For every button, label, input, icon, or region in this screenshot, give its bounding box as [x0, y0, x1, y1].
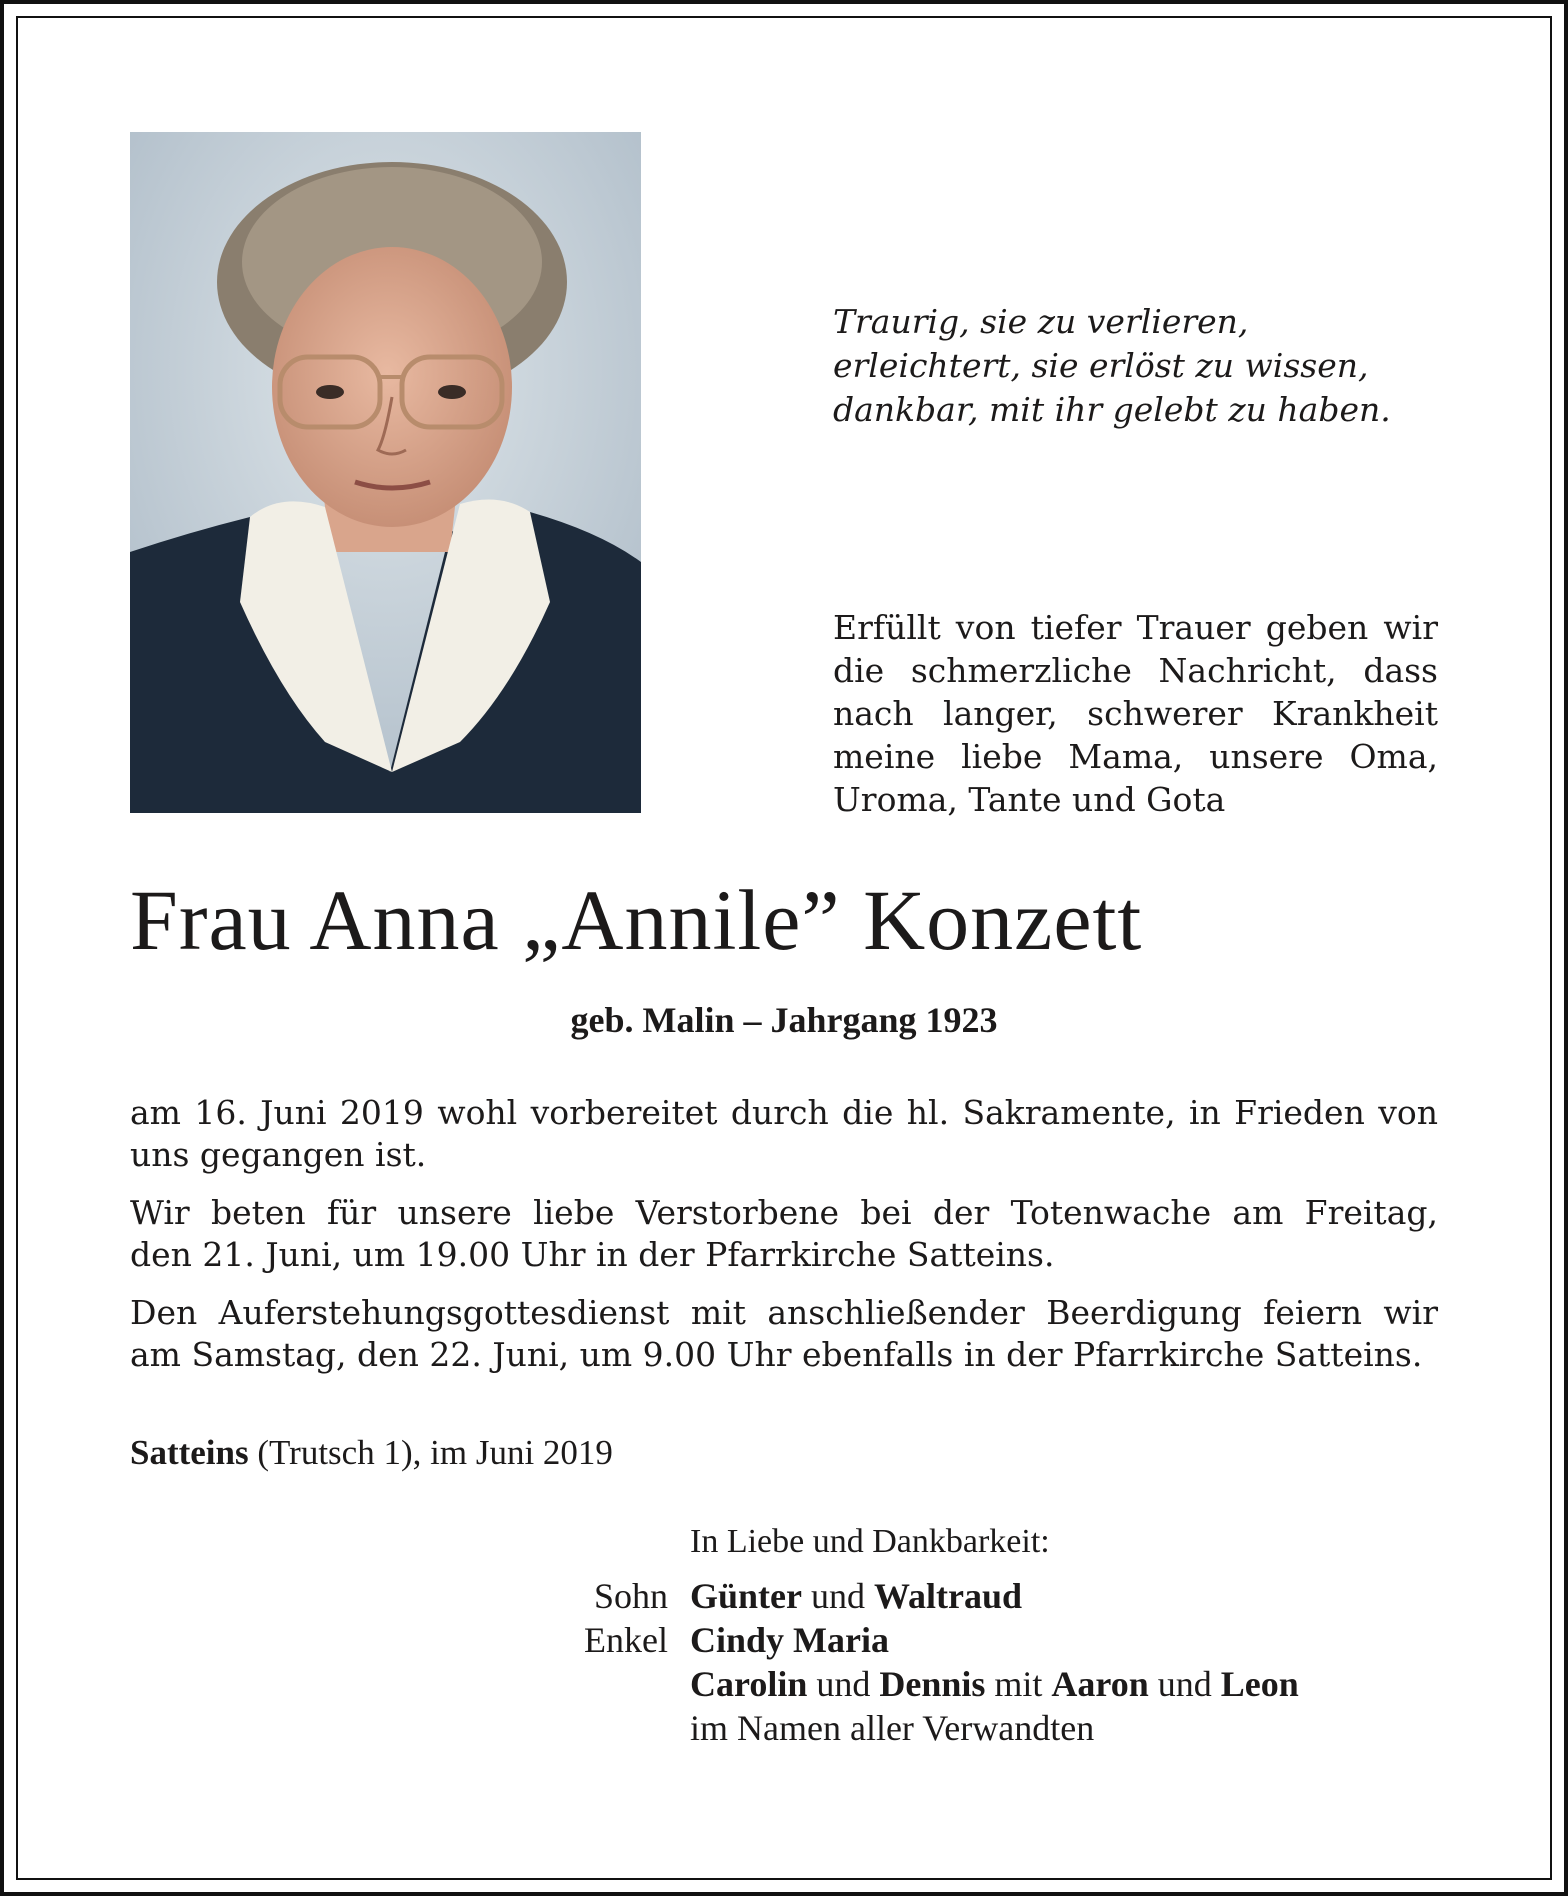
- motto-line: Traurig, sie zu verlieren,: [833, 302, 1249, 341]
- paragraph-line: am Samstag, den 22. Juni, um 9.00 Uhr ebenfalls in der Pfarrkirche Satteins.: [130, 1335, 1423, 1374]
- paragraph-line: uns gegangen ist.: [130, 1135, 427, 1174]
- intro-line: Erfüllt von tiefer Trauer geben wir: [833, 608, 1438, 647]
- intro-text: [833, 606, 1438, 821]
- mourner-name: Carolin: [690, 1664, 808, 1704]
- mourner-name: Cindy Maria: [690, 1620, 890, 1660]
- mourner-name: Aaron: [1051, 1664, 1149, 1704]
- mourner-row-footer: [540, 1706, 1299, 1750]
- vigil-paragraph: [130, 1192, 1438, 1276]
- relatives-footer: im Namen aller Verwandten: [690, 1708, 1095, 1748]
- motto-verse: [833, 300, 1453, 432]
- paragraph-line: den 21. Juni, um 19.00 Uhr in der Pfarrkirche Satteins.: [130, 1235, 1055, 1274]
- mourner-name: Dennis: [879, 1664, 986, 1704]
- paragraph-line: Den Auferstehungsgottesdienst mit anschließender Beerdigung feiern wir: [130, 1293, 1438, 1332]
- portrait-photo: [130, 132, 641, 813]
- place-and-date: [130, 1430, 613, 1476]
- intro-line: nach langer, schwerer Krankheit: [833, 694, 1438, 733]
- mourner-row-enkel: [540, 1618, 1299, 1662]
- mourners-list: [540, 1574, 1299, 1750]
- relation-label: Sohn: [593, 1576, 668, 1616]
- closing-phrase: In Liebe und Dankbarkeit:: [690, 1523, 1050, 1560]
- place-town: Satteins: [130, 1433, 249, 1472]
- connector: und: [802, 1576, 874, 1616]
- relation-label-empty: [540, 1662, 668, 1706]
- mourner-names: [690, 1662, 1299, 1706]
- intro-line: die schmerzliche Nachricht, dass: [833, 651, 1438, 690]
- mourner-row-grandchildren: [540, 1662, 1299, 1706]
- intro-line: Uroma, Tante und Gota: [833, 780, 1226, 819]
- intro-line: meine liebe Mama, unsere Oma,: [833, 737, 1438, 776]
- connector: mit: [985, 1664, 1052, 1704]
- mourner-names: [690, 1574, 1022, 1618]
- deceased-name: Frau Anna „Annile” Konzett: [130, 872, 1143, 968]
- mourner-name: Waltraud: [874, 1576, 1023, 1616]
- mourner-name: Günter: [690, 1576, 802, 1616]
- relation-label: Enkel: [584, 1620, 668, 1660]
- birth-info: geb. Malin – Jahrgang 1923: [570, 1000, 998, 1040]
- mourner-names: [690, 1618, 889, 1662]
- connector: und: [1148, 1664, 1221, 1704]
- motto-line: erleichtert, sie erlöst zu wissen,: [833, 346, 1369, 385]
- connector: und: [807, 1664, 880, 1704]
- paragraph-line: am 16. Juni 2019 wohl vorbereitet durch die hl. Sakramente, in Frieden von: [130, 1093, 1438, 1132]
- relation-label-empty: [540, 1706, 668, 1750]
- mourner-name: Leon: [1220, 1664, 1299, 1704]
- mourner-row-sohn: [540, 1574, 1299, 1618]
- funeral-paragraph: [130, 1292, 1438, 1376]
- paragraph-line: Wir beten für unsere liebe Verstorbene bei der Totenwache am Freitag,: [130, 1193, 1438, 1232]
- motto-line: dankbar, mit ihr gelebt zu haben.: [833, 390, 1391, 429]
- passing-paragraph: [130, 1092, 1438, 1176]
- place-rest: (Trutsch 1), im Juni 2019: [248, 1433, 613, 1472]
- portrait-illustration: [130, 132, 641, 813]
